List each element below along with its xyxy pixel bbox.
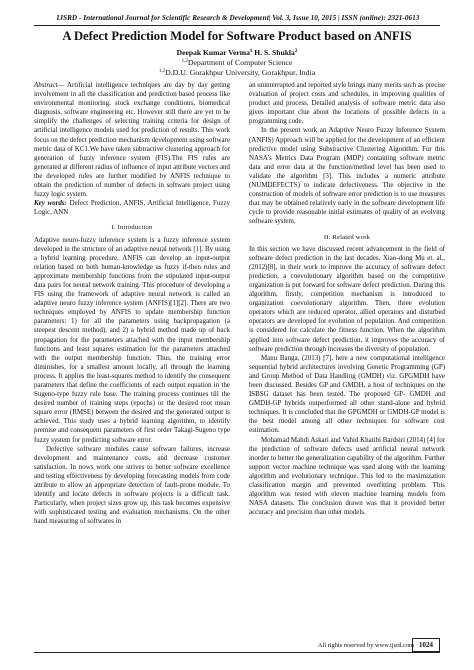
right-paragraph-1: an uninterrupted and reported style brings many merits such as precise evaluation of project costs and schedules, in improving qualities of product and process. Detailed analysis of software metric data also gives important clue about the locations of possible defects in a programming code. [249,81,445,126]
affil2-text: D.D.U. Gorakhpur University, Gorakhpur, India [165,68,316,77]
author-2: H. S. Shukla [252,48,295,57]
author-1: Deepak Kumar Verma [176,48,250,57]
keywords [34,199,230,217]
author-2-sup: 2 [294,49,298,54]
page-number: 1024 [412,638,440,652]
paper-title: A Defect Prediction Model for Software Product based on ANFIS [62,29,412,43]
related-paragraph-3: Mohamad Mahdi Askari and Vahid Khatibi Bardsiri (2014) [4] for the prediction of software defects used artificial neural network inorder to better the generalization capability of the algorithm. Further support vector machine technique was used along with the learning algorithm and evolutionary technique. This led to the maximization classification margin and prevented overfitting problem. This algorithm was tested with eleven machine learning models from NASA datasets. The conclusion drawn was that it provided better accuracy and precision than other models. [249,435,445,517]
keywords-text: Defect Prediction, ANFIS, Artificial Intelligence, Fuzzy Logic, ANN [34,199,231,217]
affil1-text: Department of Computer Science [187,58,293,67]
affil2-sup: 1,2 [158,69,166,74]
affiliation-department [20,58,454,67]
intro-paragraph-1: Adaptive neuro-fuzzy inference system is a fuzzy inference system developed in the structure of an adaptive neural network [1]. By using a hybrid learning procedure, ANFIS can develop an input-output relation based on both human-knowledge as fuzzy if-then rules and approximate membership functions from the stipulated input-output data pairs for neural network training. This procedure of developing a FIS using the framework of adaptive neural network is called an adaptive neuro fuzzy inference system (ANFIS)[1][2]. There are two techniques employed by ANFIS to update membership function parameters: 1) for all the parameters using backpropagation (a steepest descent method), and 2) a hybrid method made up of back propagation for the parameters attached with the input membership functions and least squares estimation for the parameters attached with the output membership function. Thus, the training error diminishes, for a smallest amount locally, all through the learning process. It applies the least-squares method to identify the consequent parameters that define the coefficients of each output equation in the Sugeno-type fuzzy rule base. The training process continues till the desired number of training steps (epochs) or the desired root mean square error (RMSE) between the desired and the generated output is achieved. This study uses a hybrid learning algorithm, to identify premise and consequent parameters of first order Takagi-Sugeno type fuzzy system for predicting software error. [34,235,230,444]
related-paragraph-1: In this section we have discussed recent advancement in the field of software defect prediction in the last decades. Xiao-dong Mu et. al.,(2012)[8], in their work to improve the accuracy of software defect prediction, a coevolutionary algorithm based on the competitive organization is put forward for software defect prediction. During this algorithm, firstly, competition mechanism is introduced to organization coevolutionary algorithm. Then, three evolution operators which are reduced operator, allied operators and disturbed operators are developed for evolution of population. And competition is considered for calculate the fitness function. When the algorithm applied into software defect prediction, it improves the accuracy of software prediction through increases the diversity of population. [249,244,445,353]
affil1-sup: 1,2 [181,59,188,64]
left-column [34,81,230,527]
affiliation-university [20,68,454,77]
abstract-label: Abstract [34,81,58,89]
author-line [20,48,454,57]
section-heading-introduction: I. Introduction [111,224,153,232]
section-heading-related-work: II. Related work [323,233,371,241]
footer-copyright: All rights reserved by www.ijsrd.com [317,642,414,649]
right-paragraph-2: In the present work an Adaptive Neuro Fuzzy Inference System (ANFIS) Approach will be applied for the development of an efficient predictive model using Substractive Clustering Algorithm. For this NASA’s Metrics Data Program (MDP) containing software metric data and error data at the function/method level has been used to validate the algorithm [3]. This includes a numeric attribute (NUMDEFECTS) to indicate defectiveness. The objective in the construction of models of software error prediction is to use measures that may be obtained relatively early in the software development life cycle to provide reasonable initial estimates of quality of an evolving software system. [249,126,445,226]
author-1-sup: 1 [249,49,253,54]
keywords-label: Key words: [34,199,67,208]
header-divider [34,25,440,26]
footer-divider [34,652,440,653]
right-column [249,81,445,517]
abstract [34,81,230,199]
journal-header: IJSRD - International Journal for Scientific Research & Development| Vol. 3, Issue 10, 2015 | ISSN (online): 2321-0613 [56,14,420,22]
related-paragraph-2: Manu Banga, (2013) [7], here a new computational intelligence sequential hybrid architectures involving Genetic Programming (GP) and Group Method of Data Handling (GMDH) viz. GPGMDH have been discussed. Besides GP and GMDH, a host of techniques on the ISBSG dataset has been tested. The proposed GP- GMDH and GMDH-GP hybrids outperformed all other stand-alone and hybrid techniques. It is concluded that the GPGMDH or GMDH-GP model is the best model among all other techniques for software cost estimation. [249,353,445,435]
intro-paragraph-2: Defective software modules cause software failures, increase development and maintenance costs, and decrease customer satisfaction. In nows work one strives to better software excellence and testing effectiveness by developing forecasting models from code attribute to allow an appropriate detection of fault-prone module. To identify and locate defects in software projects is a difficult task. Particularly, when project sizes grow up, this task becomes expensive with sophisticated testing and evaluation mechanisms. On the other hand measuring of softwares in [34,444,230,526]
abstract-text: — Artificial intelligence techniques are day by day getting involvement in all the classification and prediction based process like environmental monitoring, stock exchange conditions, biomedical diagnosis, software engineering etc. However still there are yet to be simplify the challenges of selecting training criteria for design of artificial intelligence models used for prediction of results. This work focus on the defect prediction mechanism development using software metric data of KC1.We have taken subtractive clustering approach for generation of fuzzy inference system (FIS).The FIS rules are generated at different radius of influence of input attribute vectors and the developed rules are further modified by ANFIS technique to obtain the prediction of number of defects in software project using fuzzy logic system. [34,81,230,199]
